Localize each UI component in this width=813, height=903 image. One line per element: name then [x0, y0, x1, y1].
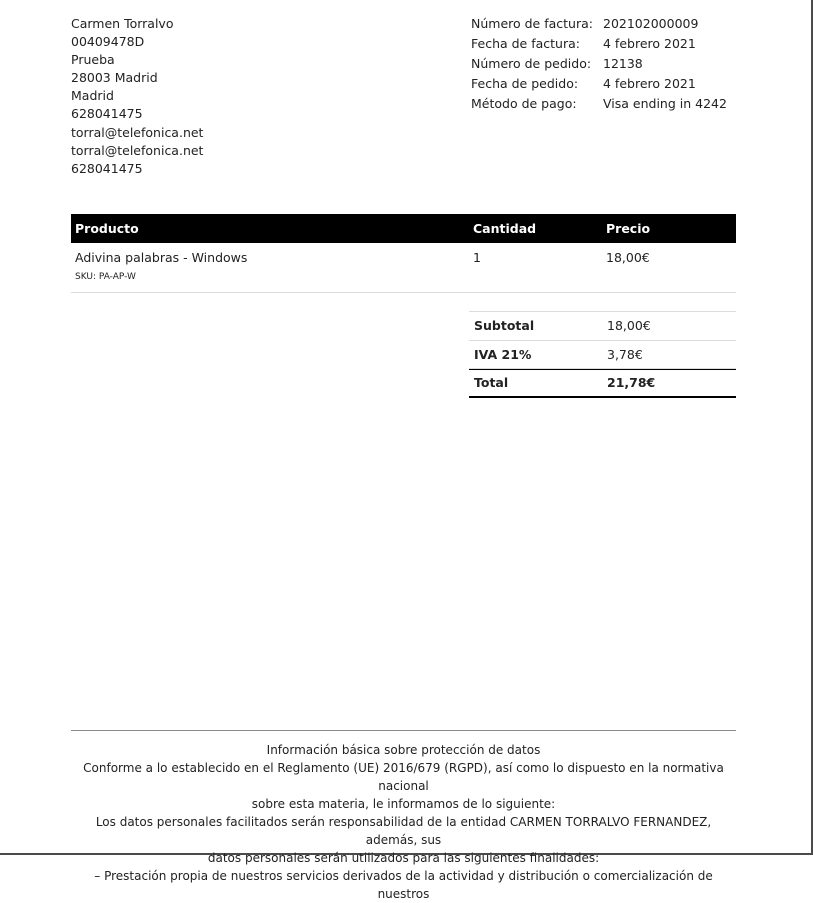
tax-row	[469, 341, 736, 370]
order-date-row	[471, 75, 727, 95]
order-number-row	[471, 55, 727, 75]
product-sku: SKU: PA-AP-W	[75, 272, 136, 282]
invoice-number-row	[471, 15, 727, 35]
subtotal-value: 18,00€	[607, 318, 651, 334]
invoice-date-row	[471, 35, 727, 55]
customer-province: Madrid	[71, 88, 114, 104]
customer-phone: 628041475	[71, 160, 143, 176]
payment-method: Visa ending in 4242	[603, 96, 727, 111]
invoice-number: 202102000009	[603, 16, 699, 31]
customer-tax-id: 00409478D	[71, 34, 145, 50]
total-row	[469, 369, 736, 398]
customer-email: torral@telefonica.net	[71, 124, 204, 140]
column-header-quantity: Cantidad	[473, 221, 537, 236]
tax-label: IVA 21%	[474, 346, 532, 362]
items-table	[71, 214, 736, 293]
footer-line: datos personales serán utilizados para las siguientes finalidades:	[207, 851, 600, 865]
customer-postal-city: 28003 Madrid	[71, 70, 158, 86]
footer-line: Los datos personales facilitados serán responsabilidad de la entidad CARMEN TORRALVO FERNANDEZ, además, sus	[95, 815, 712, 847]
totals-table	[469, 311, 736, 398]
meta-label: Fecha de factura:	[471, 36, 580, 51]
privacy-footer	[71, 730, 736, 903]
footer-line: – Prestación propia de nuestros servicios derivados de la actividad y distribución o comercialización de nuestros	[94, 869, 713, 901]
meta-label: Número de factura:	[471, 16, 593, 31]
tax-value: 3,78€	[607, 346, 643, 362]
meta-label: Método de pago:	[471, 96, 577, 111]
order-number: 12138	[603, 56, 643, 71]
customer-email: torral@telefonica.net	[71, 142, 204, 158]
column-header-price: Precio	[606, 221, 651, 236]
customer-name: Carmen Torralvo	[71, 16, 174, 31]
order-date: 4 febrero 2021	[603, 76, 696, 91]
customer-address-block	[71, 15, 203, 178]
invoice-meta	[471, 15, 727, 115]
subtotal-label: Subtotal	[474, 318, 535, 334]
subtotal-row	[469, 312, 736, 341]
product-quantity: 1	[473, 250, 481, 265]
footer-heading: Información básica sobre protección de datos	[266, 743, 541, 757]
table-row	[71, 243, 736, 293]
product-cell	[71, 250, 469, 292]
items-table-header	[71, 214, 736, 243]
total-label: Total	[474, 375, 509, 391]
meta-label: Fecha de pedido:	[471, 76, 579, 91]
invoice-date: 4 febrero 2021	[603, 36, 696, 51]
payment-method-row	[471, 95, 727, 115]
meta-label: Número de pedido:	[471, 56, 592, 71]
footer-line: sobre esta materia, le informamos de lo siguiente:	[251, 797, 556, 811]
customer-phone: 628041475	[71, 106, 143, 122]
total-value: 21,78€	[607, 375, 656, 391]
customer-address-line: Prueba	[71, 52, 115, 68]
column-header-product: Producto	[75, 221, 139, 236]
product-name: Adivina palabras - Windows	[75, 250, 248, 265]
product-price: 18,00€	[606, 250, 650, 265]
footer-line: Conforme a lo establecido en el Reglamento (UE) 2016/679 (RGPD), así como lo dispuesto en la normativa nacional	[83, 761, 724, 793]
